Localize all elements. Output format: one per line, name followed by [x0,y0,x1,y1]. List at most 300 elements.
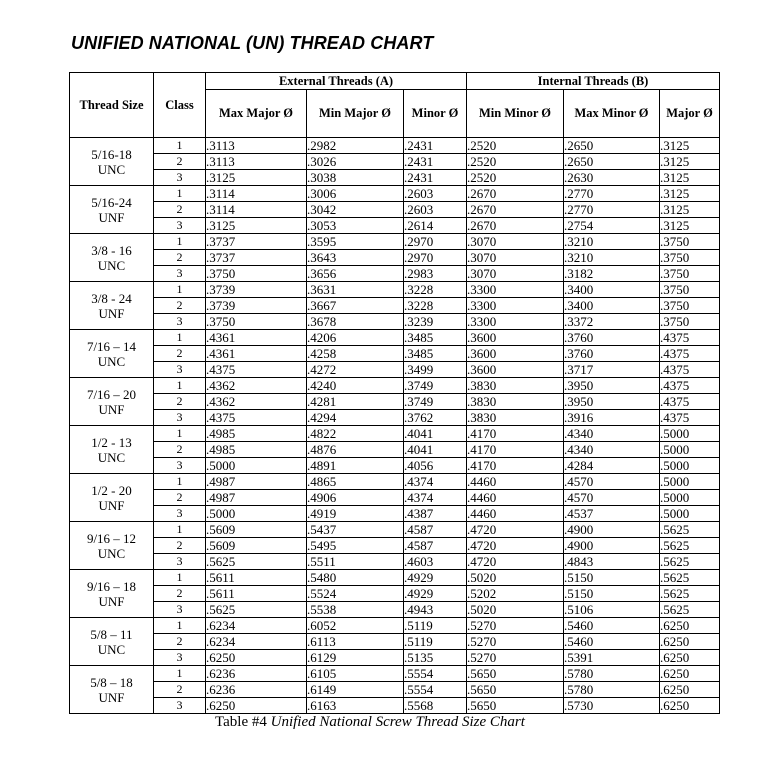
min-major-ext-cell: .6129 [307,650,404,666]
major-int-cell: .4375 [660,410,720,426]
max-minor-int-cell: .4570 [564,474,660,490]
major-int-cell: .3750 [660,282,720,298]
max-minor-int-cell: .5150 [564,570,660,586]
major-int-cell: .4375 [660,362,720,378]
min-major-ext-cell: .6105 [307,666,404,682]
header-max-minor-internal: Max Minor Ø [564,90,660,138]
min-major-ext-cell: .3053 [307,218,404,234]
table-row [70,154,720,170]
table-row [70,266,720,282]
thread-size-cell [70,474,154,522]
class-cell: 3 [154,506,206,522]
caption-label: Table #4 [215,714,267,730]
table-row [70,474,720,490]
min-major-ext-cell: .4206 [307,330,404,346]
max-minor-int-cell: .4570 [564,490,660,506]
min-minor-int-cell: .2520 [467,154,564,170]
minor-ext-cell: .3749 [404,394,467,410]
thread-size-cell [70,666,154,714]
max-minor-int-cell: .4900 [564,522,660,538]
max-minor-int-cell: .3400 [564,282,660,298]
header-minor-external: Minor Ø [404,90,467,138]
min-minor-int-cell: .5202 [467,586,564,602]
minor-ext-cell: .3485 [404,330,467,346]
major-int-cell: .5625 [660,538,720,554]
minor-ext-cell: .3485 [404,346,467,362]
min-minor-int-cell: .4720 [467,522,564,538]
thread-series-label: UNC [97,353,126,369]
header-min-major-external: Min Major Ø [307,90,404,138]
thread-series-label: UNC [97,641,126,657]
min-major-ext-cell: .5538 [307,602,404,618]
max-major-ext-cell: .3739 [206,282,307,298]
table-row [70,618,720,634]
class-cell: 3 [154,458,206,474]
min-major-ext-cell: .4294 [307,410,404,426]
table-row [70,522,720,538]
class-cell: 1 [154,378,206,394]
max-major-ext-cell: .3125 [206,218,307,234]
class-cell: 1 [154,426,206,442]
min-major-ext-cell: .6052 [307,618,404,634]
thread-size-cell [70,378,154,426]
minor-ext-cell: .5554 [404,682,467,698]
thread-size-label: 9/16 – 12 [86,530,137,546]
max-minor-int-cell: .4900 [564,538,660,554]
minor-ext-cell: .3749 [404,378,467,394]
class-cell: 1 [154,138,206,154]
class-cell: 2 [154,586,206,602]
class-cell: 2 [154,154,206,170]
max-minor-int-cell: .5730 [564,698,660,714]
min-minor-int-cell: .5270 [467,650,564,666]
minor-ext-cell: .4041 [404,426,467,442]
min-minor-int-cell: .4460 [467,474,564,490]
class-cell: 2 [154,442,206,458]
max-minor-int-cell: .3182 [564,266,660,282]
table-row [70,570,720,586]
max-minor-int-cell: .4340 [564,426,660,442]
min-major-ext-cell: .5524 [307,586,404,602]
major-int-cell: .5000 [660,458,720,474]
table-row [70,186,720,202]
thread-size-cell [70,570,154,618]
min-minor-int-cell: .3300 [467,314,564,330]
min-major-ext-cell: .6163 [307,698,404,714]
thread-series-label: UNF [98,689,125,705]
max-major-ext-cell: .4985 [206,426,307,442]
major-int-cell: .5000 [660,442,720,458]
min-minor-int-cell: .3830 [467,410,564,426]
minor-ext-cell: .3499 [404,362,467,378]
min-major-ext-cell: .4919 [307,506,404,522]
max-minor-int-cell: .5460 [564,634,660,650]
minor-ext-cell: .2431 [404,154,467,170]
minor-ext-cell: .2603 [404,186,467,202]
class-cell: 2 [154,346,206,362]
max-minor-int-cell: .3210 [564,250,660,266]
minor-ext-cell: .2431 [404,138,467,154]
table-row [70,330,720,346]
min-minor-int-cell: .5650 [467,666,564,682]
thread-size-cell [70,522,154,570]
class-cell: 2 [154,394,206,410]
min-minor-int-cell: .5270 [467,618,564,634]
caption-text: Unified National Screw Thread Size Chart [270,714,525,730]
class-cell: 3 [154,410,206,426]
min-major-ext-cell: .5437 [307,522,404,538]
thread-size-cell [70,138,154,186]
max-minor-int-cell: .3950 [564,394,660,410]
max-major-ext-cell: .4361 [206,346,307,362]
header-max-major-external: Max Major Ø [206,90,307,138]
table-row [70,650,720,666]
min-minor-int-cell: .4720 [467,538,564,554]
major-int-cell: .5000 [660,490,720,506]
max-minor-int-cell: .3760 [564,330,660,346]
min-minor-int-cell: .3070 [467,234,564,250]
min-minor-int-cell: .5020 [467,570,564,586]
major-int-cell: .3125 [660,186,720,202]
class-cell: 1 [154,618,206,634]
max-minor-int-cell: .2770 [564,202,660,218]
major-int-cell: .3750 [660,266,720,282]
thread-size-label: 5/16-24 [91,194,132,210]
min-major-ext-cell: .3643 [307,250,404,266]
thread-size-label: 1/2 - 20 [91,482,132,498]
thread-table-body [70,138,720,714]
major-int-cell: .3125 [660,154,720,170]
min-minor-int-cell: .3600 [467,346,564,362]
major-int-cell: .5000 [660,506,720,522]
min-major-ext-cell: .3038 [307,170,404,186]
major-int-cell: .3750 [660,298,720,314]
minor-ext-cell: .4056 [404,458,467,474]
min-major-ext-cell: .6149 [307,682,404,698]
minor-ext-cell: .2970 [404,234,467,250]
minor-ext-cell: .3228 [404,282,467,298]
major-int-cell: .6250 [660,634,720,650]
min-major-ext-cell: .3042 [307,202,404,218]
minor-ext-cell: .2983 [404,266,467,282]
table-row [70,394,720,410]
table-row [70,458,720,474]
class-cell: 3 [154,554,206,570]
header-class: Class [154,73,206,138]
max-major-ext-cell: .6250 [206,698,307,714]
major-int-cell: .5000 [660,426,720,442]
max-major-ext-cell: .3750 [206,266,307,282]
class-cell: 2 [154,634,206,650]
major-int-cell: .4375 [660,394,720,410]
thread-size-label: 7/16 – 20 [86,386,137,402]
min-major-ext-cell: .4272 [307,362,404,378]
thread-size-cell [70,330,154,378]
major-int-cell: .6250 [660,666,720,682]
header-external-threads: External Threads (A) [206,73,467,90]
table-row [70,666,720,682]
min-minor-int-cell: .4170 [467,458,564,474]
min-minor-int-cell: .3830 [467,394,564,410]
min-major-ext-cell: .2982 [307,138,404,154]
major-int-cell: .5625 [660,522,720,538]
max-major-ext-cell: .5611 [206,586,307,602]
table-row [70,250,720,266]
max-minor-int-cell: .2650 [564,138,660,154]
min-major-ext-cell: .4822 [307,426,404,442]
thread-series-label: UNC [97,545,126,561]
max-major-ext-cell: .5625 [206,602,307,618]
max-major-ext-cell: .6250 [206,650,307,666]
max-major-ext-cell: .3737 [206,234,307,250]
class-cell: 3 [154,602,206,618]
table-row [70,426,720,442]
max-major-ext-cell: .5000 [206,506,307,522]
max-minor-int-cell: .5391 [564,650,660,666]
class-cell: 2 [154,298,206,314]
max-major-ext-cell: .6236 [206,682,307,698]
table-row [70,490,720,506]
minor-ext-cell: .5135 [404,650,467,666]
thread-size-cell [70,234,154,282]
minor-ext-cell: .3239 [404,314,467,330]
min-major-ext-cell: .3006 [307,186,404,202]
class-cell: 1 [154,666,206,682]
thread-size-label: 3/8 - 16 [91,242,132,258]
thread-size-cell [70,186,154,234]
max-major-ext-cell: .6234 [206,634,307,650]
thread-size-label: 1/2 - 13 [91,434,132,450]
min-minor-int-cell: .3070 [467,266,564,282]
min-minor-int-cell: .3300 [467,282,564,298]
max-minor-int-cell: .3717 [564,362,660,378]
minor-ext-cell: .5119 [404,618,467,634]
max-major-ext-cell: .3113 [206,154,307,170]
minor-ext-cell: .5568 [404,698,467,714]
thread-size-cell [70,618,154,666]
min-minor-int-cell: .3070 [467,250,564,266]
min-major-ext-cell: .3667 [307,298,404,314]
max-major-ext-cell: .4362 [206,378,307,394]
class-cell: 3 [154,650,206,666]
minor-ext-cell: .3762 [404,410,467,426]
max-major-ext-cell: .6234 [206,618,307,634]
major-int-cell: .3125 [660,202,720,218]
min-major-ext-cell: .4281 [307,394,404,410]
min-minor-int-cell: .2520 [467,170,564,186]
min-minor-int-cell: .4460 [467,506,564,522]
thread-size-cell [70,426,154,474]
major-int-cell: .5625 [660,570,720,586]
minor-ext-cell: .2614 [404,218,467,234]
max-minor-int-cell: .4284 [564,458,660,474]
minor-ext-cell: .4387 [404,506,467,522]
minor-ext-cell: .4374 [404,490,467,506]
max-minor-int-cell: .5106 [564,602,660,618]
max-major-ext-cell: .4985 [206,442,307,458]
min-minor-int-cell: .5650 [467,698,564,714]
major-int-cell: .3125 [660,138,720,154]
table-row [70,586,720,602]
max-minor-int-cell: .3950 [564,378,660,394]
major-int-cell: .3750 [660,234,720,250]
max-major-ext-cell: .4375 [206,362,307,378]
major-int-cell: .4375 [660,346,720,362]
class-cell: 3 [154,170,206,186]
minor-ext-cell: .2970 [404,250,467,266]
major-int-cell: .5625 [660,586,720,602]
class-cell: 1 [154,570,206,586]
major-int-cell: .4375 [660,330,720,346]
thread-size-label: 5/8 – 18 [90,674,133,690]
minor-ext-cell: .4587 [404,538,467,554]
thread-series-label: UNC [97,257,126,273]
min-minor-int-cell: .3600 [467,330,564,346]
min-minor-int-cell: .4460 [467,490,564,506]
min-major-ext-cell: .4891 [307,458,404,474]
min-major-ext-cell: .3631 [307,282,404,298]
max-minor-int-cell: .2650 [564,154,660,170]
min-major-ext-cell: .5495 [307,538,404,554]
class-cell: 3 [154,218,206,234]
thread-size-cell [70,282,154,330]
min-major-ext-cell: .3678 [307,314,404,330]
min-major-ext-cell: .4258 [307,346,404,362]
table-row [70,538,720,554]
max-major-ext-cell: .3125 [206,170,307,186]
max-minor-int-cell: .4537 [564,506,660,522]
minor-ext-cell: .5554 [404,666,467,682]
class-cell: 3 [154,362,206,378]
minor-ext-cell: .2603 [404,202,467,218]
minor-ext-cell: .4041 [404,442,467,458]
table-row [70,634,720,650]
min-major-ext-cell: .5511 [307,554,404,570]
min-minor-int-cell: .4170 [467,442,564,458]
max-minor-int-cell: .3210 [564,234,660,250]
class-cell: 2 [154,490,206,506]
max-major-ext-cell: .4361 [206,330,307,346]
max-major-ext-cell: .4375 [206,410,307,426]
max-major-ext-cell: .3750 [206,314,307,330]
minor-ext-cell: .4587 [404,522,467,538]
header-major-internal: Major Ø [660,90,720,138]
min-minor-int-cell: .4720 [467,554,564,570]
table-row [70,170,720,186]
table-row [70,554,720,570]
table-row [70,282,720,298]
major-int-cell: .6250 [660,618,720,634]
table-row [70,442,720,458]
thread-series-label: UNF [98,305,125,321]
major-int-cell: .3750 [660,314,720,330]
max-major-ext-cell: .4987 [206,474,307,490]
min-minor-int-cell: .4170 [467,426,564,442]
class-cell: 3 [154,314,206,330]
max-minor-int-cell: .5780 [564,682,660,698]
min-minor-int-cell: .5270 [467,634,564,650]
table-row [70,378,720,394]
thread-size-label: 5/16-18 [91,146,132,162]
table-row [70,410,720,426]
max-major-ext-cell: .5609 [206,538,307,554]
minor-ext-cell: .4929 [404,570,467,586]
major-int-cell: .5625 [660,602,720,618]
max-major-ext-cell: .4987 [206,490,307,506]
max-major-ext-cell: .3737 [206,250,307,266]
major-int-cell: .6250 [660,698,720,714]
max-minor-int-cell: .4843 [564,554,660,570]
min-major-ext-cell: .3656 [307,266,404,282]
minor-ext-cell: .5119 [404,634,467,650]
thread-size-label: 7/16 – 14 [86,338,137,354]
class-cell: 1 [154,186,206,202]
max-major-ext-cell: .3113 [206,138,307,154]
max-major-ext-cell: .3114 [206,186,307,202]
table-row [70,602,720,618]
table-row [70,346,720,362]
table-row [70,314,720,330]
table-row [70,138,720,154]
thread-series-label: UNF [98,401,125,417]
major-int-cell: .4375 [660,378,720,394]
max-major-ext-cell: .5611 [206,570,307,586]
min-major-ext-cell: .3026 [307,154,404,170]
min-major-ext-cell: .5480 [307,570,404,586]
min-minor-int-cell: .2520 [467,138,564,154]
max-minor-int-cell: .3916 [564,410,660,426]
max-minor-int-cell: .3760 [564,346,660,362]
header-internal-threads: Internal Threads (B) [467,73,720,90]
minor-ext-cell: .4943 [404,602,467,618]
class-cell: 2 [154,538,206,554]
min-minor-int-cell: .3600 [467,362,564,378]
table-row [70,298,720,314]
table-row [70,698,720,714]
thread-series-label: UNF [98,497,125,513]
max-major-ext-cell: .5609 [206,522,307,538]
table-row [70,682,720,698]
thread-size-label: 3/8 - 24 [91,290,132,306]
page-title: UNIFIED NATIONAL (UN) THREAD CHART [71,33,434,53]
max-minor-int-cell: .4340 [564,442,660,458]
major-int-cell: .3125 [660,218,720,234]
max-minor-int-cell: .5460 [564,618,660,634]
table-row [70,234,720,250]
class-cell: 3 [154,698,206,714]
table-row [70,202,720,218]
max-major-ext-cell: .5000 [206,458,307,474]
min-major-ext-cell: .3595 [307,234,404,250]
min-minor-int-cell: .5650 [467,682,564,698]
max-minor-int-cell: .3372 [564,314,660,330]
thread-chart-table [69,72,720,714]
major-int-cell: .5625 [660,554,720,570]
thread-series-label: UNF [98,209,125,225]
min-minor-int-cell: .3830 [467,378,564,394]
header-thread-size: Thread Size [70,73,154,138]
class-cell: 1 [154,330,206,346]
thread-size-label: 9/16 – 18 [86,578,137,594]
minor-ext-cell: .2431 [404,170,467,186]
max-major-ext-cell: .3114 [206,202,307,218]
table-caption [215,714,525,731]
major-int-cell: .6250 [660,650,720,666]
header-min-minor-internal: Min Minor Ø [467,90,564,138]
max-major-ext-cell: .5625 [206,554,307,570]
max-minor-int-cell: .2770 [564,186,660,202]
min-major-ext-cell: .4876 [307,442,404,458]
